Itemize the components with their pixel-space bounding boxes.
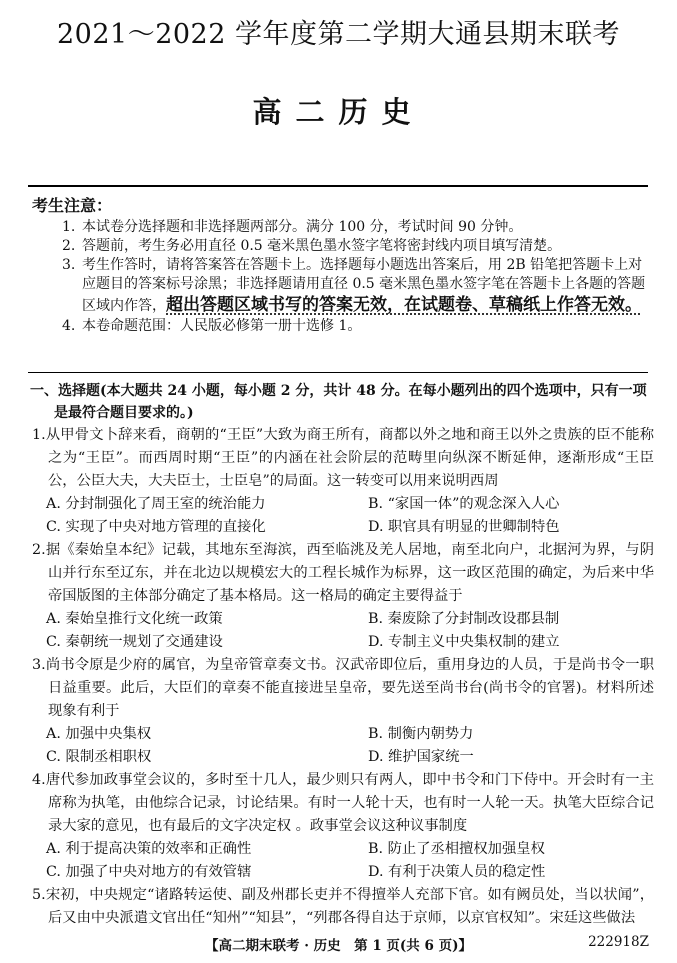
option-d: D. 维护国家统一 [368, 749, 474, 765]
option-d: D. 有利于决策人员的稳定性 [368, 864, 546, 880]
question [32, 884, 654, 930]
footer-code: 222918Z [588, 934, 649, 950]
notice-item [32, 256, 652, 317]
question-list [32, 424, 654, 930]
option-a: A. 秦始皇推行文化统一政策 [46, 611, 223, 627]
notice-item [32, 218, 652, 237]
notice-item-number: 2. [62, 238, 76, 254]
question-stem: 2.据《秦始皇本纪》记载，其地东至海滨，西至临洮及羌人居地，南至北向户，北据河为界，与阴山并行东至辽东，并在北边以规模宏大的工程长城作为标界，这一政区范围的确定，为后来中华帝国版图的主体部分确定了基本格局。这一格局的确定主要得益于 [32, 542, 654, 604]
divider-top [28, 185, 648, 187]
question [32, 769, 654, 884]
option-b: B. 秦废除了分封制改设郡县制 [368, 611, 560, 627]
question-stem: 1.从甲骨文卜辞来看，商朝的“王臣”大致为商王所有，商都以外之地和商王以外之贵族的臣不能称之为“王臣”。而西周时期“王臣”的内涵在社会阶层的范畴里向纵深不断延伸，逐渐形成“王臣公，公臣大夫，大夫臣士，士臣皂”的局面。这一转变可以用来说明西周 [32, 427, 654, 489]
notice-item-number: 4. [62, 318, 76, 334]
option-b: B. 制衡内朝势力 [368, 726, 474, 742]
question-stem: 5.宋初，中央规定“诸路转运使、副及州郡长吏并不得擅举人充部下官。如有阙员处，当以状闻”，后又由中央派遣文官出任“知州”“知县”，“列郡各得自达于京师，以京官权知”。宋廷这些做法 [32, 887, 654, 926]
section-heading [30, 380, 655, 424]
question [32, 654, 654, 769]
option-d: D. 职官具有明显的世卿制特色 [368, 519, 560, 535]
option-a: A. 利于提高决策的效率和正确性 [46, 841, 252, 857]
option-d: D. 专制主义中央集权制的建立 [368, 634, 560, 650]
notice-item-text: 答题前，考生务必用直径 0.5 毫米黑色墨水签字笔将密封线内项目填写清楚。 [82, 238, 562, 254]
option-c: C. 限制丞相职权 [46, 749, 152, 765]
question-stem: 3.尚书令原是少府的属官，为皇帝管章奏文书。汉武帝即位后，重用身边的人员，于是尚书令一职日益重要。此后，大臣们的章奏不能直接进呈皇帝，要先送至尚书台(尚书令的官署)。材料所述现象有利于 [32, 657, 654, 719]
option-grid [32, 608, 654, 654]
question [32, 539, 654, 654]
option-a: A. 加强中央集权 [46, 726, 152, 742]
notice-item [32, 237, 652, 256]
option-c: C. 加强了中央对地方的有效管辖 [46, 864, 252, 880]
notice-heading: 考生注意： [32, 196, 113, 215]
notice-item-text: 考生作答时，请将答案答在答题卡上。选择题每小题选出答案后，用 2B 铅笔把答题卡上对应题目的答案标号涂黑；非选择题请用直径 0.5 毫米黑色墨水签字笔在答题卡上各题的答题区域内作答， [82, 257, 646, 314]
notice-item-text-wrap [70, 256, 652, 317]
notice-item [32, 317, 652, 336]
notice-item-text: 本试卷分选择题和非选择题两部分。满分 100 分，考试时间 90 分钟。 [82, 219, 523, 235]
notice-item-number: 1. [62, 219, 76, 235]
option-c: C. 实现了中央对地方管理的直接化 [46, 519, 266, 535]
notice-item-number: 3. [62, 257, 76, 273]
section-heading-text: 一、选择题(本大题共 24 小题，每小题 2 分，共计 48 分。在每小题列出的四个选项中，只有一项是最符合题目要求的。) [30, 383, 647, 421]
footer-page-info: 【高二期末联考 · 历史 第 1 页(共 6 页)】 [205, 938, 472, 954]
option-grid [32, 838, 654, 884]
divider-bottom [28, 372, 648, 373]
notice-box [32, 193, 652, 336]
option-b: B. 防止了丞相擅权加强皇权 [368, 841, 545, 857]
option-grid [32, 723, 654, 769]
question [32, 424, 654, 539]
subject-title: 高二历史 [252, 95, 425, 129]
option-b: B. “家国一体”的观念深入人心 [368, 496, 560, 512]
option-c: C. 秦朝统一规划了交通建设 [46, 634, 223, 650]
exam-title: 2021～2022 学年度第二学期大通县期末联考 [56, 19, 620, 50]
question-stem: 4.唐代参加政事堂会议的，多时至十几人，最少则只有两人，即中书令和门下侍中。开会时有一主席称为执笔，由他综合记录，讨论结果。有时一人轮十天，也有时一人轮一天。执笔大臣综合记录大家的意见，也有最后的文字决定权 。政事堂会议这种议事制度 [32, 772, 654, 834]
option-grid [32, 493, 654, 539]
notice-item-text: 本卷命题范围：人民版必修第一册十选修 1。 [82, 318, 362, 334]
option-a: A. 分封制强化了周王室的统治能力 [46, 496, 266, 512]
notice-emphasis: 超出答题区域书写的答案无效，在试题卷、草稿纸上作答无效。 [166, 295, 642, 315]
